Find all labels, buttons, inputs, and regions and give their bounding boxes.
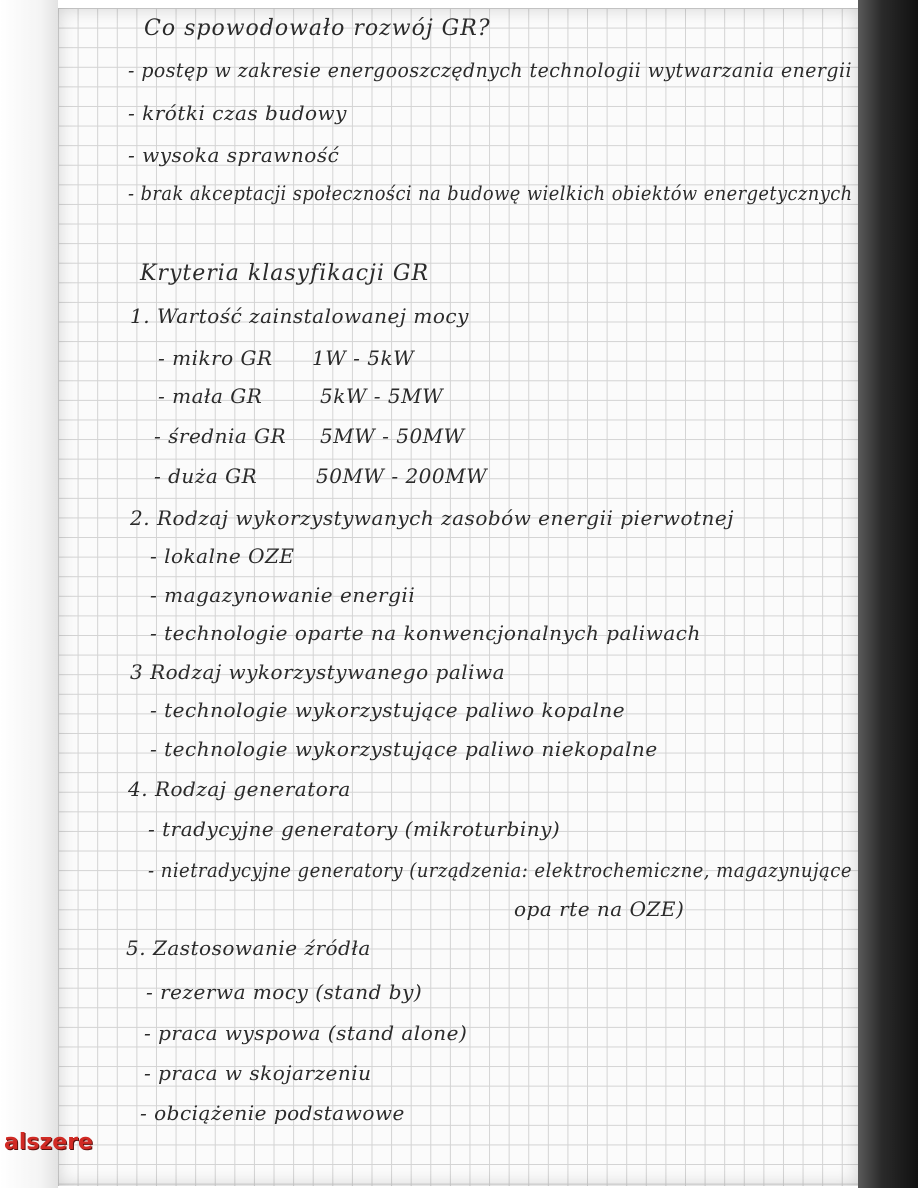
criterion1-item-2-range: 5kW - 5MW (320, 384, 444, 408)
section1-item-1: - postęp w zakresie energooszczędnych technologii wytwarzania energii (128, 58, 852, 82)
criterion2-item-3: - technologie oparte na konwencjonalnych paliwach (150, 621, 701, 645)
page-left-margin (0, 0, 58, 1188)
criterion1-item-3-range: 5MW - 50MW (320, 424, 465, 448)
criterion2-title: 2. Rodzaj wykorzystywanych zasobów energii pierwotnej (130, 506, 734, 530)
criterion4-item-2: - nietradycyjne generatory (urządzenia: elektrochemiczne, magazynujące (148, 858, 852, 882)
criterion1-item-4-range: 50MW - 200MW (316, 464, 488, 488)
criterion4-item-2-continuation: opa rte na OZE) (514, 897, 685, 921)
criterion1-title: 1. Wartość zainstalowanej mocy (130, 304, 469, 328)
section1-item-3: - wysoka sprawność (128, 143, 340, 167)
section1-title: Co spowodowało rozwój GR? (144, 16, 491, 41)
criterion5-item-3: - praca w skojarzeniu (144, 1061, 372, 1085)
criterion4-item-1: - tradycyjne generatory (mikroturbiny) (148, 817, 561, 841)
notebook-page (58, 8, 858, 1186)
criterion1-item-4-label: - duża GR (154, 464, 258, 488)
criterion5-item-1: - rezerwa mocy (stand by) (146, 980, 423, 1004)
criterion1-item-3-label: - średnia GR (154, 424, 287, 448)
section1-item-2: - krótki czas budowy (128, 101, 347, 125)
criterion3-item-1: - technologie wykorzystujące paliwo kopalne (150, 698, 626, 722)
criterion5-item-4: - obciążenie podstawowe (140, 1101, 405, 1125)
criterion1-item-2-label: - mała GR (158, 384, 263, 408)
criterion3-item-2: - technologie wykorzystujące paliwo niekopalne (150, 737, 658, 761)
criterion1-item-1-range: 1W - 5kW (312, 346, 415, 370)
section1-item-4: - brak akceptacji społeczności na budowę wielkich obiektów energetycznych (128, 181, 853, 205)
criterion5-title: 5. Zastosowanie źródła (126, 936, 371, 960)
criterion2-item-2: - magazynowanie energii (150, 583, 416, 607)
criterion4-title: 4. Rodzaj generatora (128, 777, 351, 801)
section2-title: Kryteria klasyfikacji GR (140, 261, 430, 286)
watermark-logo: alszere (4, 1130, 93, 1155)
criterion3-title: 3 Rodzaj wykorzystywanego paliwa (130, 660, 506, 684)
page-right-edge-shadow (858, 0, 918, 1188)
criterion1-item-1-label: - mikro GR (158, 346, 273, 370)
criterion5-item-2: - praca wyspowa (stand alone) (144, 1021, 468, 1045)
criterion2-item-1: - lokalne OZE (150, 544, 295, 568)
